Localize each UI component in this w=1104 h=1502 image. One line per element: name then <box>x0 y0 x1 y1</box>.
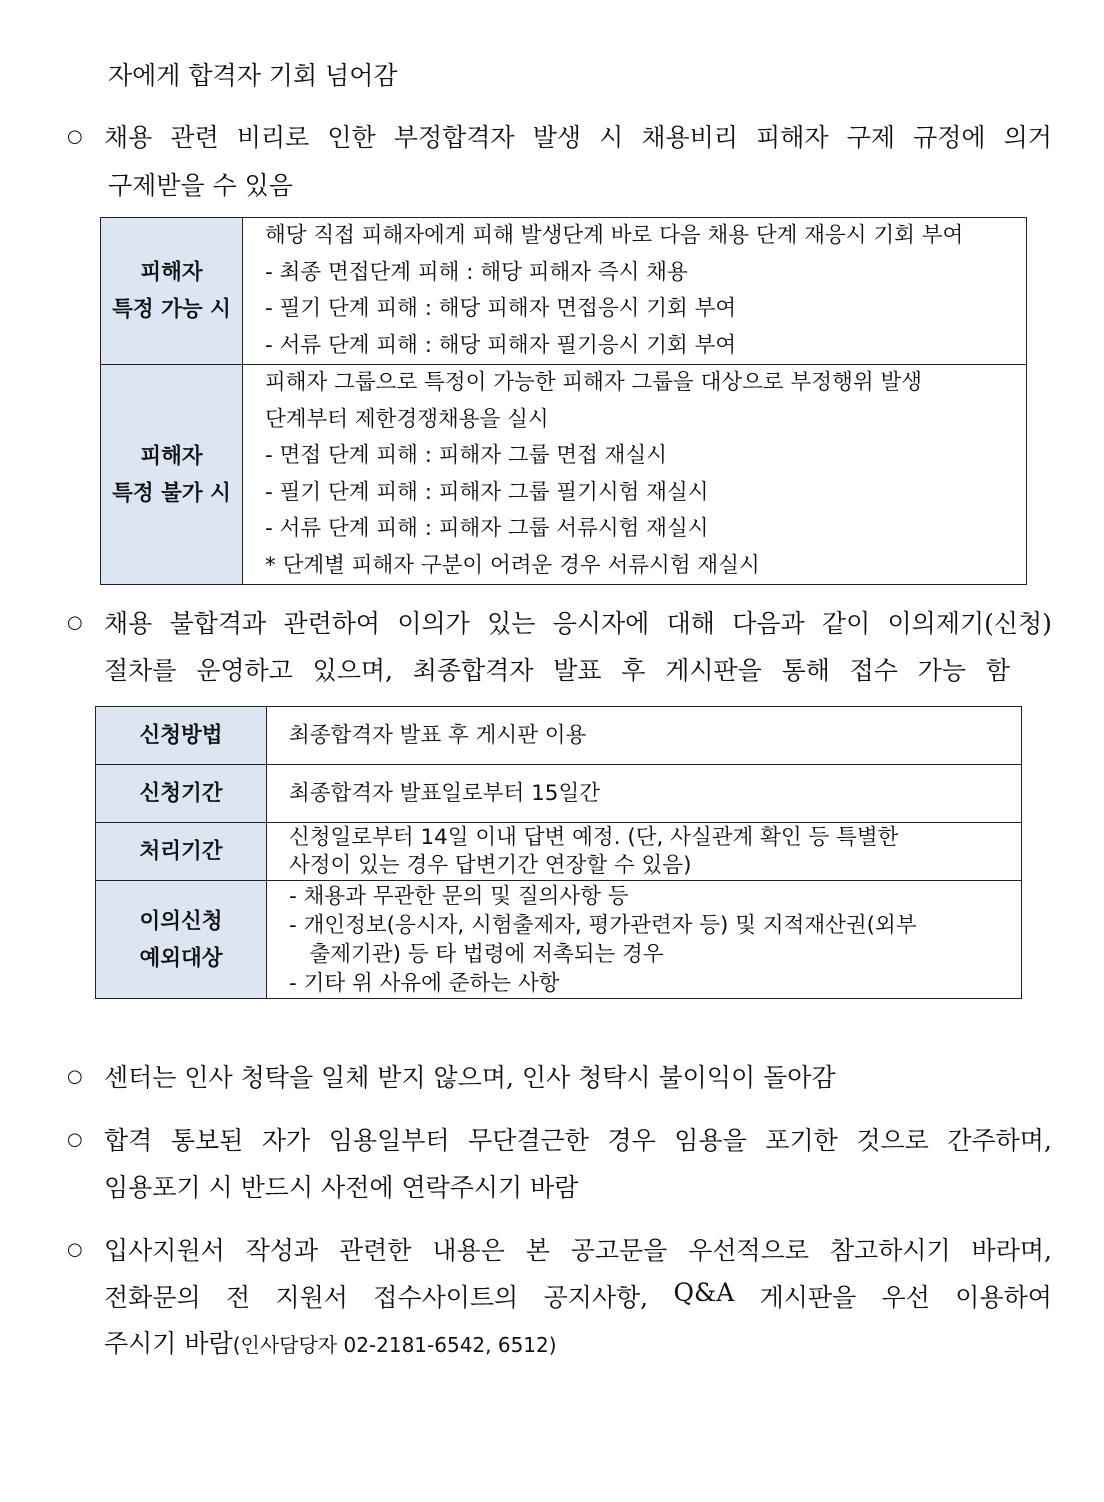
word: 운영하고 <box>196 656 293 685</box>
content-line: 최종합격자 발표일로부터 15일간 <box>289 781 601 806</box>
word: 합격 <box>104 1126 153 1155</box>
row-header <box>96 765 267 823</box>
word: 자가 <box>261 1126 311 1155</box>
word: 임용일부터 <box>328 1126 450 1155</box>
word: 우선 <box>881 1283 930 1312</box>
word: 공지사항, <box>543 1283 649 1312</box>
content-line: - 면접 단계 피해 : 피해자 그룹 면접 재실시 <box>265 443 667 468</box>
bullet-5: ○ <box>67 1239 83 1260</box>
word: 관련하여 <box>283 609 381 638</box>
word: 임용을 <box>674 1126 747 1155</box>
content-line: * 단계별 피해자 구분이 어려운 경우 서류시험 재실시 <box>265 552 760 578</box>
word: 후 <box>621 656 646 685</box>
table-row <box>96 881 1022 999</box>
word: 내용은 <box>432 1236 505 1265</box>
bullet-4: ○ <box>67 1129 83 1150</box>
word: 이용하여 <box>955 1283 1052 1312</box>
word: 발표 <box>553 656 602 685</box>
word: 작성과 <box>245 1236 319 1265</box>
row-content <box>267 707 1022 765</box>
word: 부정합격자 <box>393 123 515 152</box>
table-row <box>101 218 1027 365</box>
appeal-procedure-table <box>95 706 1022 999</box>
intro-line: 자에게 합격자 기회 넘어감 <box>108 61 398 90</box>
word: 채용 <box>104 609 153 638</box>
table-row <box>96 707 1022 765</box>
row-header-line: 신청방법 <box>139 723 223 748</box>
word: 채용 <box>104 123 153 152</box>
row-header-line: 처리기간 <box>139 839 223 864</box>
word: 있는 <box>487 609 536 638</box>
bullet-1: ○ <box>67 126 83 147</box>
word: 우선적으로 <box>688 1236 809 1265</box>
word: 간주하며, <box>947 1126 1052 1155</box>
word: 바라며, <box>971 1236 1052 1265</box>
row-content <box>243 218 1027 365</box>
word: 관련 <box>170 123 219 152</box>
content-line: - 필기 단계 피해 : 피해자 그룹 필기시험 재실시 <box>265 479 709 505</box>
row-header-line: 특정 가능 시 <box>112 297 231 322</box>
word: 입사지원서 <box>104 1236 225 1265</box>
row-content <box>243 365 1027 585</box>
victim-relief-table <box>100 217 1027 585</box>
row-header-line: 예외대상 <box>139 945 223 971</box>
word: 통해 <box>781 656 830 685</box>
row-header-line: 피해자 <box>140 443 203 469</box>
para5-line3-main: 주시기 바람 <box>104 1329 233 1358</box>
content-line: - 최종 면접단계 피해 : 해당 피해자 즉시 채용 <box>265 259 688 285</box>
table-row <box>96 765 1022 823</box>
content-line: - 서류 단계 피해 : 해당 피해자 필기응시 기회 부여 <box>265 332 737 358</box>
word: 공고문을 <box>570 1236 668 1265</box>
word: 접수 <box>849 656 898 685</box>
content-line: - 필기 단계 피해 : 해당 피해자 면접응시 기회 부여 <box>265 296 737 321</box>
word: 게시판을 <box>665 656 762 685</box>
row-header <box>101 218 243 365</box>
row-header-line: 신청기간 <box>139 781 223 806</box>
word: 발생 <box>532 123 582 152</box>
word: 응시자에 <box>552 609 650 638</box>
row-header <box>101 365 243 585</box>
word: 포기한 <box>765 1126 838 1155</box>
para5-line1 <box>104 1231 1052 1267</box>
word: 비리로 <box>236 123 310 152</box>
word: Q&A <box>673 1278 735 1307</box>
word: 시 <box>599 123 624 152</box>
word: 있으며, <box>312 656 393 685</box>
para5-line2 <box>104 1278 1052 1314</box>
row-header <box>96 707 267 765</box>
word: 대해 <box>666 609 715 638</box>
row-content <box>267 823 1022 881</box>
word: 채용비리 <box>641 123 738 152</box>
word: 관련한 <box>339 1236 412 1265</box>
row-header-line: 피해자 <box>140 260 203 285</box>
word: 참고하시기 <box>829 1236 951 1265</box>
word: 의거 <box>1003 123 1052 152</box>
word: 전 <box>225 1283 251 1312</box>
word: 것으로 <box>856 1126 929 1155</box>
word: 게시판을 <box>759 1283 857 1312</box>
word: 본 <box>525 1236 550 1265</box>
word: 규정에 <box>913 123 986 152</box>
word: 피해자 <box>756 123 829 152</box>
word: 이의가 <box>397 609 470 638</box>
bullet-3: ○ <box>67 1066 83 1087</box>
word: 가능 <box>917 656 966 685</box>
content-line: 피해자 그룹으로 특정이 가능한 피해자 그룹을 대상으로 부정행위 발생 <box>265 370 922 395</box>
word: 같이 <box>821 609 871 638</box>
content-line: 해당 직접 피해자에게 피해 발생단계 바로 다음 채용 단계 재응시 기회 부여 <box>265 223 964 248</box>
word: 불합격과 <box>169 609 267 638</box>
para2-line1 <box>104 604 1052 640</box>
para1-line2: 구제받을 수 있음 <box>108 171 293 200</box>
content-line: 사정이 있는 경우 답변기간 연장할 수 있음) <box>289 852 692 878</box>
word: 경우 <box>607 1126 656 1155</box>
row-header-line: 이의신청 <box>139 908 223 934</box>
word: 최종합격자 <box>412 656 534 685</box>
para5-line3 <box>104 1324 557 1360</box>
content-line: - 서류 단계 피해 : 피해자 그룹 서류시험 재실시 <box>265 516 709 541</box>
word: 전화문의 <box>104 1283 201 1312</box>
table-row <box>96 823 1022 881</box>
word: 통보된 <box>170 1126 244 1155</box>
para4-line1 <box>104 1121 1052 1157</box>
content-line: 신청일로부터 14일 이내 답변 예정. (단, 사실관계 확인 등 특별한 <box>289 824 899 850</box>
para2-line2 <box>104 651 1010 687</box>
row-header <box>96 881 267 999</box>
bullet-2: ○ <box>67 612 83 633</box>
word: 이의제기(신청) <box>887 609 1052 638</box>
word: 구제 <box>846 123 895 152</box>
word: 인한 <box>327 123 376 152</box>
row-header <box>96 823 267 881</box>
word: 함 <box>985 656 1010 685</box>
word: 무단결근한 <box>468 1126 589 1155</box>
content-line: 출제기관) 등 타 법령에 저촉되는 경우 <box>289 941 664 967</box>
word: 지원서 <box>275 1283 348 1312</box>
para1-line1 <box>104 118 1052 154</box>
content-line: 최종합격자 발표 후 게시판 이용 <box>289 723 587 748</box>
content-line: - 채용과 무관한 문의 및 질의사항 등 <box>289 883 629 909</box>
table-row <box>101 365 1027 585</box>
content-line: - 개인정보(응시자, 시험출제자, 평가관련자 등) 및 지적재산권(외부 <box>289 912 917 938</box>
row-header-line: 특정 불가 시 <box>112 480 231 506</box>
word: 절차를 <box>104 656 177 685</box>
content-line: 단계부터 제한경쟁채용을 실시 <box>265 406 549 432</box>
row-content <box>267 881 1022 999</box>
para4-line2: 임용포기 시 반드시 사전에 연락주시기 바람 <box>104 1173 579 1202</box>
content-line: - 기타 위 사유에 준하는 사항 <box>289 970 560 996</box>
hr-contact: (인사담당자 02-2181-6542, 6512) <box>232 1333 557 1357</box>
para3-line1: 센터는 인사 청탁을 일체 받지 않으며, 인사 청탁시 불이익이 돌아감 <box>104 1063 836 1092</box>
word: 다음과 <box>732 609 805 638</box>
row-content <box>267 765 1022 823</box>
word: 접수사이트의 <box>373 1283 519 1312</box>
